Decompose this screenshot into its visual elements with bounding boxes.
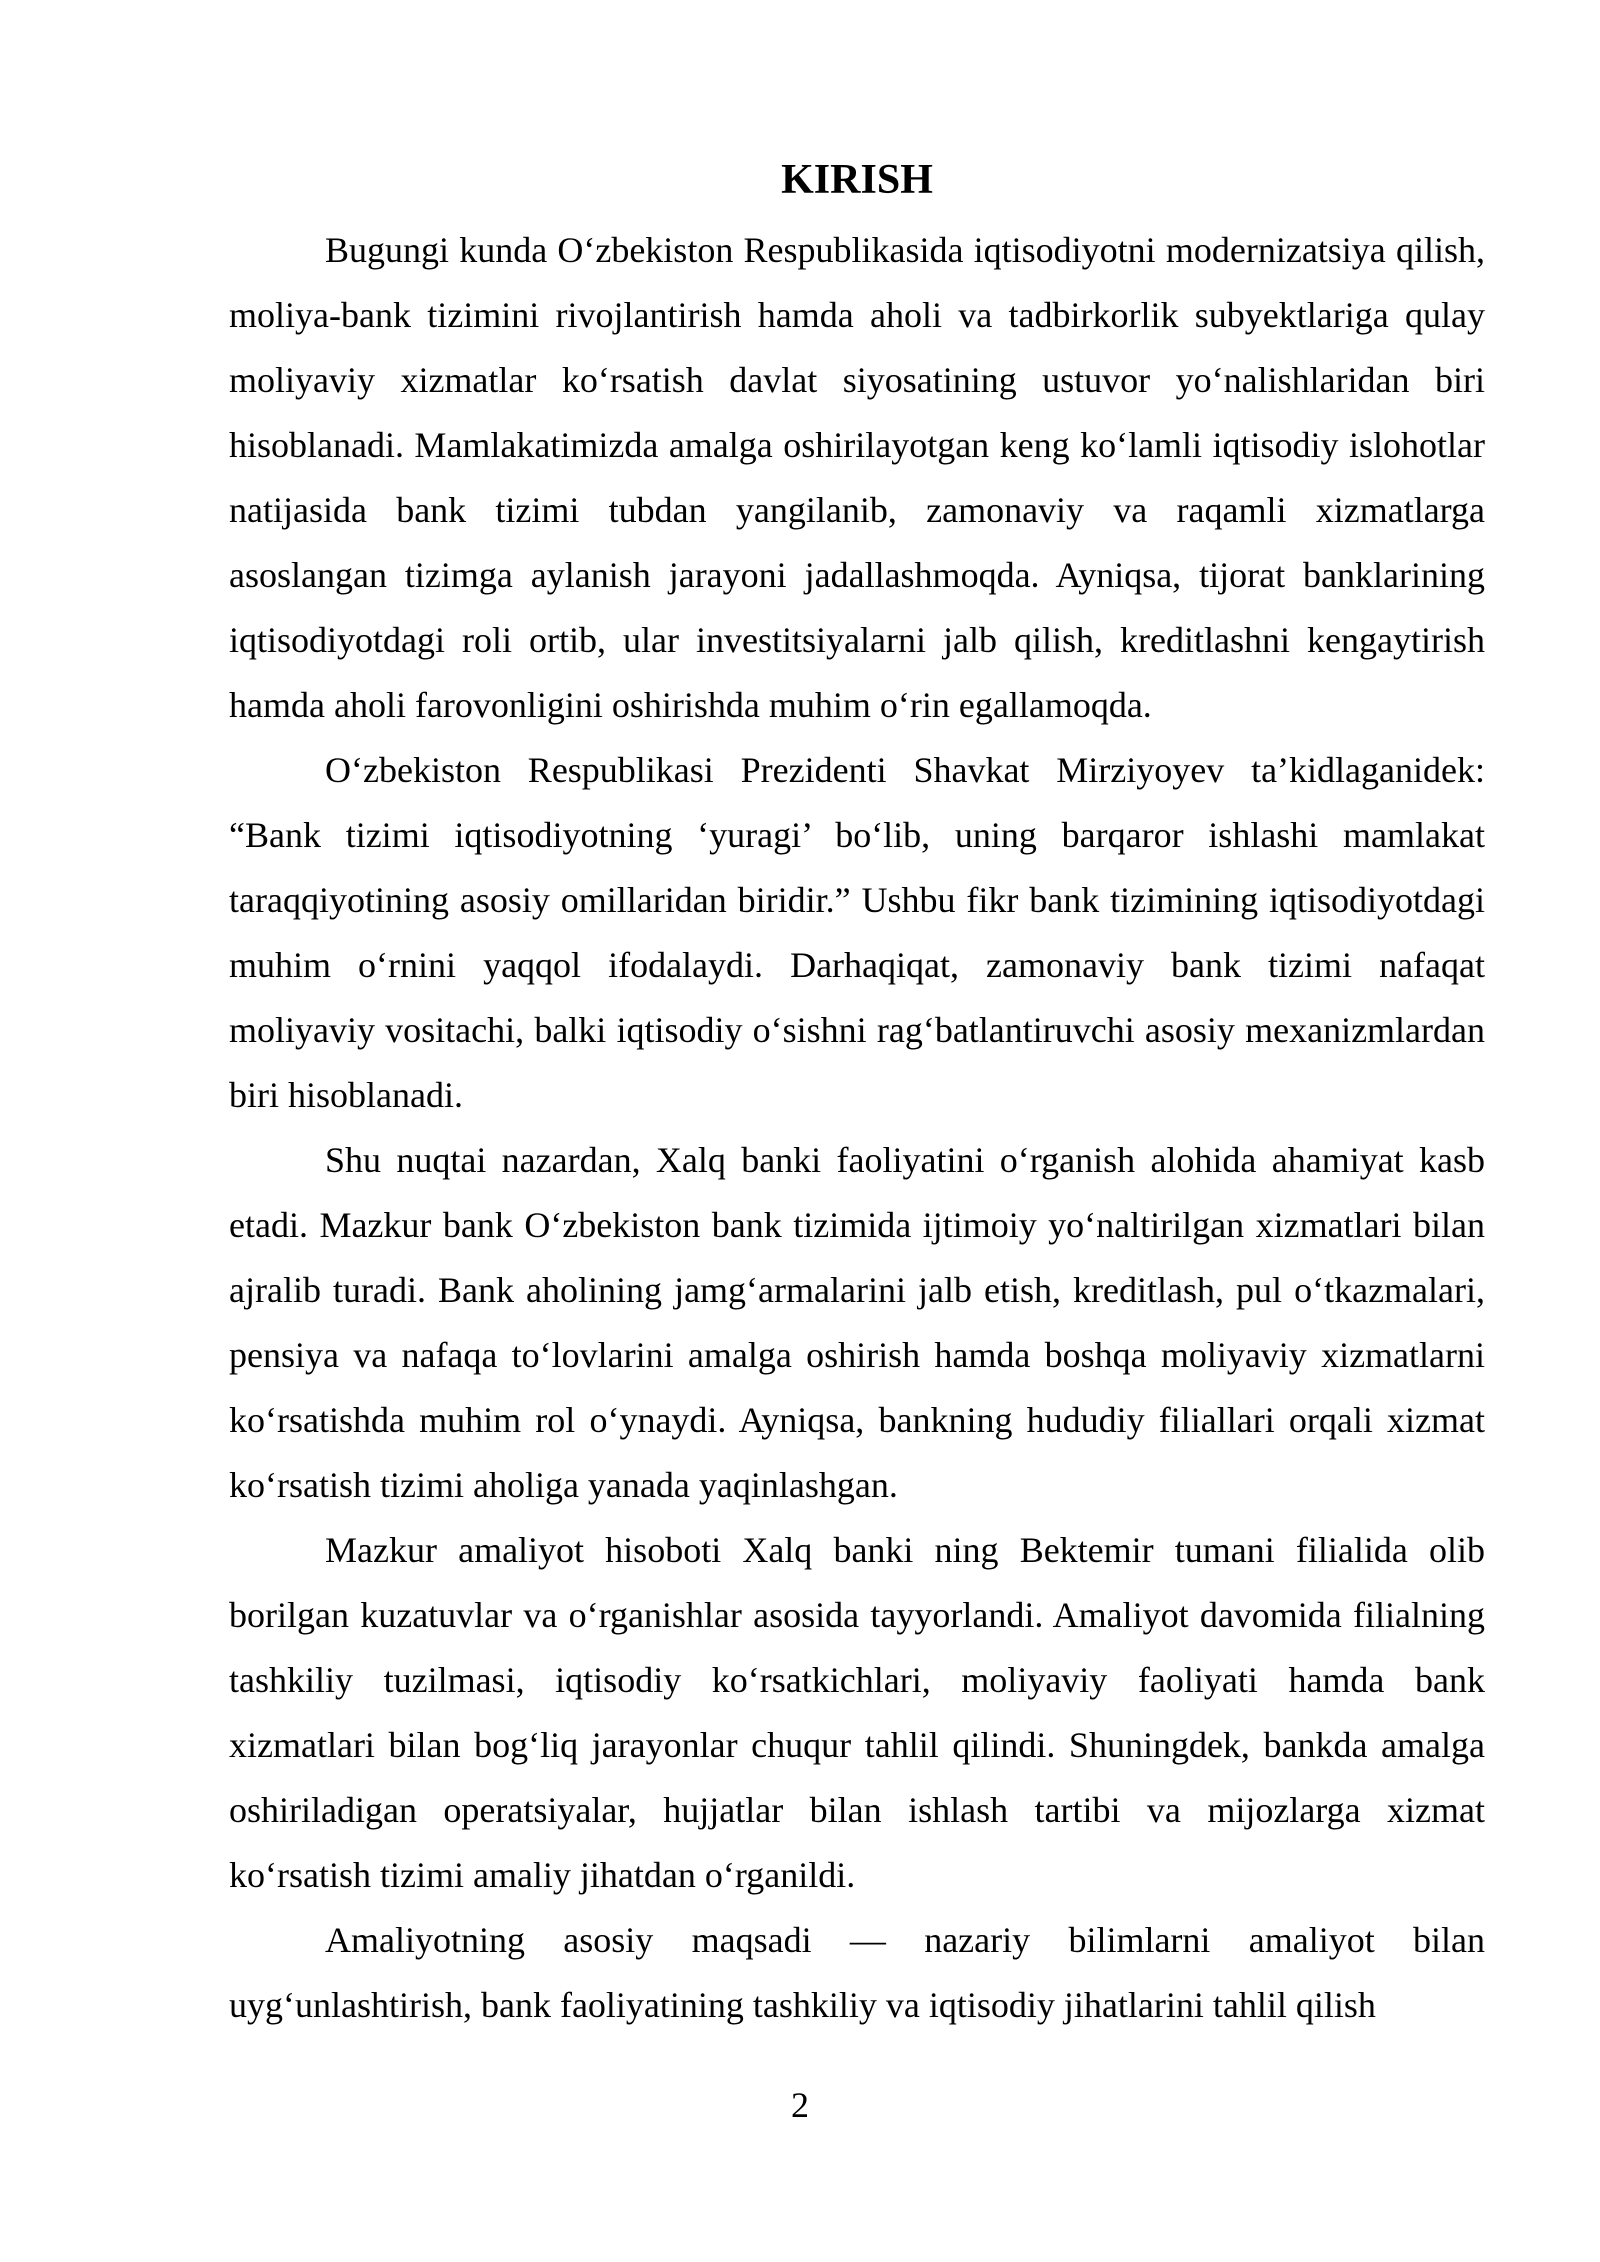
paragraph-4: Mazkur amaliyot hisoboti Xalq banki ning Bektemir tumani filialida olib borilgan kuzatuvlar va o‘rganishlar asosida tayyorlandi. Amaliyot davomida filialning tashkiliy tuzilmasi, iqtisodiy ko‘rsatkichlari, moliyaviy faoliyati hamda bank xizmatlari bilan bog‘liq jarayonlar chuqur tahlil qilindi. Shuningdek, bankda amalga oshiriladigan operatsiyalar, hujjatlar bilan ishlash tartibi va mijozlarga xizmat ko‘rsatish tizimi amaliy jihatdan o‘rganildi.: [229, 1530, 1485, 1895]
page-number: 2: [791, 2085, 809, 2125]
paragraph-5: Amaliyotning asosiy maqsadi — nazariy bilimlarni amaliyot bilan uyg‘unlashtirish, bank faoliyatining tashkiliy va iqtisodiy jihatlarini tahlil qilish: [229, 1920, 1485, 2025]
page-title: KIRISH: [781, 157, 933, 203]
body-text: [229, 218, 1485, 2038]
paragraph-2: O‘zbekiston Respublikasi Prezidenti Shavkat Mirziyoyev ta’kidlaganidek: “Bank tizimi iqtisodiyotning ‘yuragi’ bo‘lib, uning barqaror ishlashi mamlakat taraqqiyotining asosiy omillaridan biridir.” Ushbu fikr bank tizimining iqtisodiyotdagi muhim o‘rnini yaqqol ifodalaydi. Darhaqiqat, zamonaviy bank tizimi nafaqat moliyaviy vositachi, balki iqtisodiy o‘sishni rag‘batlantiruvchi asosiy mexanizmlardan biri hisoblanadi.: [229, 750, 1485, 1115]
paragraph-1: Bugungi kunda O‘zbekiston Respublikasida iqtisodiyotni modernizatsiya qilish, moliya-bank tizimini rivojlantirish hamda aholi va tadbirkorlik subyektlariga qulay moliyaviy xizmatlar ko‘rsatish davlat siyosatining ustuvor yo‘nalishlaridan biri hisoblanadi. Mamlakatimizda amalga oshirilayotgan keng ko‘lamli iqtisodiy islohotlar natijasida bank tizimi tubdan yangilanib, zamonaviy va raqamli xizmatlarga asoslangan tizimga aylanish jarayoni jadallashmoqda. Ayniqsa, tijorat banklarining iqtisodiyotdagi roli ortib, ular investitsiyalarni jalb qilish, kreditlashni kengaytirish hamda aholi farovonligini oshirishda muhim o‘rin egallamoqda.: [229, 230, 1485, 725]
paragraph-3: Shu nuqtai nazardan, Xalq banki faoliyatini o‘rganish alohida ahamiyat kasb etadi. Mazkur bank O‘zbekiston bank tizimida ijtimoiy yo‘naltirilgan xizmatlari bilan ajralib turadi. Bank aholining jamg‘armalarini jalb etish, kreditlash, pul o‘tkazmalari, pensiya va nafaqa to‘lovlarini amalga oshirish hamda boshqa moliyaviy xizmatlarni ko‘rsatishda muhim rol o‘ynaydi. Ayniqsa, bankning hududiy filiallari orqali xizmat ko‘rsatish tizimi aholiga yanada yaqinlashgan.: [229, 1140, 1485, 1505]
